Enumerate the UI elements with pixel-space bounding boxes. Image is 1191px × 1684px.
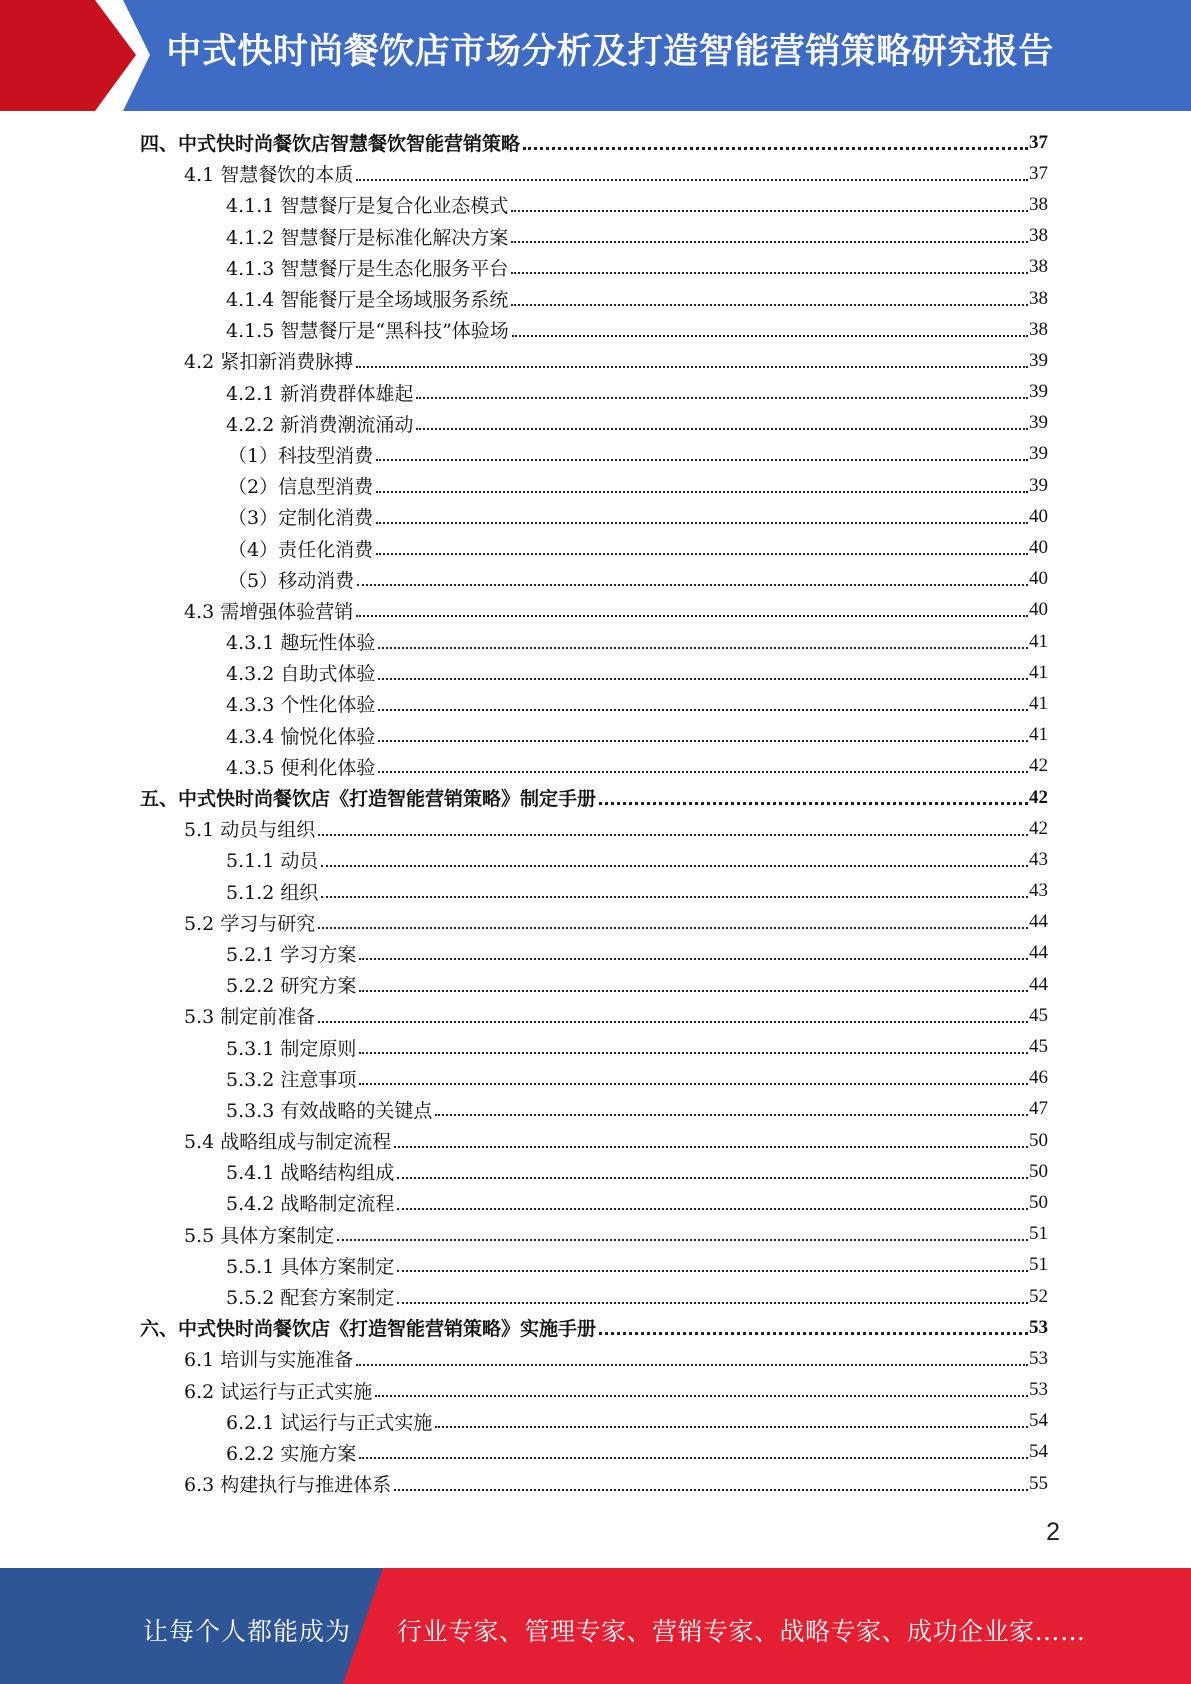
toc-entry[interactable] [140,283,1048,314]
dot-leader [512,335,1028,337]
toc-entry-title: 4.3.3 个性化体验 [226,694,376,717]
toc-entry-page: 37 [1029,162,1048,184]
toc-entry-page: 43 [1029,848,1048,870]
report-title: 中式快时尚餐饮店市场分析及打造智能营销策略研究报告 [166,32,1054,72]
dot-leader [397,1270,1028,1272]
toc-entry-page: 52 [1029,1285,1048,1307]
toc-entry[interactable] [140,688,1048,719]
toc-entry[interactable] [140,720,1048,751]
toc-entry[interactable] [140,813,1048,844]
toc-entry[interactable] [140,1406,1048,1437]
toc-entry-title: 4.2.1 新消费群体雄起 [226,382,414,405]
toc-entry-title: （5）移动消费 [228,569,355,592]
toc-entry-page: 41 [1029,692,1048,714]
toc-entry[interactable] [140,1343,1048,1374]
toc-entry-title: 5.2.1 学习方案 [226,943,357,966]
dot-leader [375,1395,1028,1397]
footer-banner [0,1568,1191,1684]
toc-entry-title: 6.1 培训与实施准备 [184,1349,354,1372]
toc-entry[interactable] [140,408,1048,439]
toc-entry[interactable] [140,189,1048,220]
toc-entry-title: 5.5.2 配套方案制定 [226,1287,395,1310]
dot-leader [318,834,1028,836]
toc-entry-title: 4.1.1 智慧餐厅是复合化业态模式 [226,195,509,218]
toc-entry-page: 39 [1029,474,1048,496]
dot-leader [359,958,1028,960]
toc-entry[interactable] [140,782,1048,813]
toc-entry-page: 38 [1029,193,1048,215]
dot-leader [394,1489,1028,1491]
toc-entry[interactable] [140,127,1048,158]
dot-leader [394,1146,1028,1148]
toc-entry[interactable] [140,751,1048,782]
toc-entry-title: 5.4 战略组成与制定流程 [184,1131,392,1154]
toc-entry-title: 5.4.1 战略结构组成 [226,1162,395,1185]
toc-entry-page: 54 [1029,1410,1048,1432]
toc-entry-page: 51 [1029,1223,1048,1245]
toc-entry-page: 41 [1029,724,1048,746]
toc-entry-title: 5.2 学习与研究 [184,912,316,935]
toc-entry[interactable] [140,252,1048,283]
footer-slogan-right: 行业专家、管理专家、营销专家、战略专家、成功企业家…… [397,1617,1086,1646]
toc-entry-title: 5.1 动员与组织 [184,819,316,842]
toc-entry[interactable] [140,1437,1048,1468]
toc-entry-page: 41 [1029,661,1048,683]
toc-entry[interactable] [140,1219,1048,1250]
dot-leader [376,491,1028,493]
toc-entry[interactable] [140,1094,1048,1125]
toc-entry-page: 53 [1029,1316,1048,1338]
dot-leader [376,459,1028,461]
dot-leader [416,397,1028,399]
toc-entry-page: 45 [1029,1036,1048,1058]
dot-leader [599,1332,1028,1335]
toc-entry-page: 50 [1029,1191,1048,1213]
toc-entry[interactable] [140,969,1048,1000]
toc-entry[interactable] [140,938,1048,969]
toc-entry-title: 5.3.2 注意事项 [226,1068,357,1091]
toc-entry[interactable] [140,1031,1048,1062]
dot-leader [337,1239,1028,1241]
toc-entry-page: 39 [1029,381,1048,403]
toc-entry-title: 四、中式快时尚餐饮店智慧餐饮智能营销策略 [140,133,521,156]
dot-leader [357,584,1028,586]
toc-entry-title: 6.2 试运行与正式实施 [184,1380,373,1403]
toc-entry[interactable] [140,1250,1048,1281]
toc-entry-title: 4.3.4 愉悦化体验 [226,725,376,748]
dot-leader [318,927,1028,929]
dot-leader [511,272,1028,274]
toc-entry-page: 38 [1029,225,1048,247]
toc-entry[interactable] [140,907,1048,938]
toc-entry[interactable] [140,470,1048,501]
toc-entry[interactable] [140,1281,1048,1312]
page-number: 2 [1046,1518,1060,1546]
toc-entry-title: 6.2.1 试运行与正式实施 [226,1411,433,1434]
toc-entry-title: 五、中式快时尚餐饮店《打造智能营销策略》制定手册 [140,788,597,811]
toc-entry-page: 42 [1029,817,1048,839]
dot-leader [376,522,1028,524]
dot-leader [378,678,1028,680]
toc-entry-page: 46 [1029,1067,1048,1089]
toc-entry-title: 4.3.2 自助式体验 [226,663,376,686]
toc-entry-title: 4.1.2 智慧餐厅是标准化解决方案 [226,226,509,249]
toc-entry[interactable] [140,1468,1048,1499]
toc-entry-page: 42 [1029,786,1048,808]
toc-entry-title: 4.1 智慧餐饮的本质 [184,164,354,187]
toc-entry-page: 53 [1029,1379,1048,1401]
dot-leader [356,179,1028,181]
toc-entry-title: 5.5 具体方案制定 [184,1224,335,1247]
toc-entry[interactable] [140,1125,1048,1156]
toc-entry[interactable] [140,1000,1048,1031]
toc-entry[interactable] [140,1063,1048,1094]
dot-leader [318,1021,1028,1023]
toc-entry-title: 5.3.3 有效战略的关键点 [226,1099,433,1122]
toc-entry-page: 44 [1029,973,1048,995]
dot-leader [435,1426,1028,1428]
toc-entry-title: （1）科技型消费 [228,444,374,467]
dot-leader [378,740,1028,742]
toc-entry-page: 44 [1029,911,1048,933]
toc-entry[interactable] [140,1187,1048,1218]
dot-leader [511,210,1028,212]
toc-entry-page: 39 [1029,443,1048,465]
toc-entry-title: （4）责任化消费 [228,538,374,561]
toc-entry[interactable] [140,626,1048,657]
toc-entry-title: 4.3.1 趣玩性体验 [226,632,376,655]
toc-entry-page: 40 [1029,599,1048,621]
dot-leader [378,709,1028,711]
toc-entry[interactable] [140,595,1048,626]
toc-entry-page: 38 [1029,256,1048,278]
toc-entry-page: 39 [1029,349,1048,371]
toc-entry-title: 5.5.1 具体方案制定 [226,1255,395,1278]
toc-entry-title: 5.3.1 制定原则 [226,1037,357,1060]
toc-entry[interactable] [140,532,1048,563]
dot-leader [321,896,1028,898]
toc-entry[interactable] [140,221,1048,252]
dot-leader [416,428,1028,430]
dot-leader [599,802,1028,805]
dot-leader [397,1177,1028,1179]
toc-entry[interactable] [140,1312,1048,1343]
toc-entry-page: 55 [1029,1472,1048,1494]
toc-entry-title: 4.2 紧扣新消费脉搏 [184,351,354,374]
dot-leader [359,1457,1028,1459]
toc-entry[interactable] [140,1375,1048,1406]
toc-entry-page: 37 [1029,131,1048,153]
dot-leader [435,1114,1028,1116]
toc-entry-page: 54 [1029,1441,1048,1463]
toc-entry-page: 50 [1029,1160,1048,1182]
toc-entry-page: 44 [1029,942,1048,964]
toc-entry-title: 6.2.2 实施方案 [226,1442,357,1465]
toc-entry-title: （2）信息型消费 [228,476,374,499]
dot-leader [523,147,1028,150]
toc-entry[interactable] [140,439,1048,470]
toc-entry-page: 40 [1029,505,1048,527]
dot-leader [378,647,1028,649]
dot-leader [359,1083,1028,1085]
table-of-contents [140,127,1048,1499]
dot-leader [511,304,1028,306]
toc-entry-title: 5.2.2 研究方案 [226,975,357,998]
dot-leader [356,615,1028,617]
toc-entry-page: 40 [1029,537,1048,559]
toc-entry-page: 38 [1029,287,1048,309]
dot-leader [511,241,1028,243]
dot-leader [359,1052,1028,1054]
toc-entry[interactable] [140,564,1048,595]
toc-entry[interactable] [140,158,1048,189]
toc-entry-title: 4.1.3 智慧餐厅是生态化服务平台 [226,257,509,280]
toc-entry-title: 5.3 制定前准备 [184,1006,316,1029]
footer-slogan-left: 让每个人都能成为 [143,1617,352,1646]
dot-leader [397,1302,1028,1304]
toc-entry-page: 41 [1029,630,1048,652]
toc-entry-title: 4.1.4 智能餐厅是全场域服务系统 [226,289,509,312]
toc-entry-page: 50 [1029,1129,1048,1151]
toc-entry[interactable] [140,377,1048,408]
toc-entry-title: 5.1.2 组织 [226,881,319,904]
toc-entry[interactable] [140,501,1048,532]
toc-entry-title: 5.1.1 动员 [226,850,319,873]
toc-entry-page: 53 [1029,1347,1048,1369]
dot-leader [356,366,1028,368]
toc-entry-title: 6.3 构建执行与推进体系 [184,1474,392,1497]
toc-entry-page: 40 [1029,568,1048,590]
toc-entry[interactable] [140,314,1048,345]
toc-entry-page: 43 [1029,880,1048,902]
dot-leader [397,1208,1028,1210]
toc-entry-title: 4.3 需增强体验营销 [184,600,354,623]
toc-entry[interactable] [140,657,1048,688]
dot-leader [321,865,1028,867]
toc-entry-title: 六、中式快时尚餐饮店《打造智能营销策略》实施手册 [140,1318,597,1341]
dot-leader [376,553,1028,555]
toc-entry[interactable] [140,345,1048,376]
toc-entry[interactable] [140,844,1048,875]
toc-entry-page: 51 [1029,1254,1048,1276]
toc-entry-title: 5.4.2 战略制定流程 [226,1193,395,1216]
dot-leader [378,771,1028,773]
toc-entry-title: 4.3.5 便利化体验 [226,756,376,779]
toc-entry-page: 45 [1029,1004,1048,1026]
dot-leader [359,990,1028,992]
toc-entry-page: 47 [1029,1098,1048,1120]
toc-entry-page: 39 [1029,412,1048,434]
toc-entry-page: 42 [1029,755,1048,777]
toc-entry-title: 4.1.5 智慧餐厅是“黑科技”体验场 [226,320,509,343]
dot-leader [356,1364,1028,1366]
header-banner [0,0,1191,111]
toc-entry[interactable] [140,1156,1048,1187]
toc-entry-page: 38 [1029,318,1048,340]
toc-entry[interactable] [140,876,1048,907]
toc-entry-title: （3）定制化消费 [228,507,374,530]
toc-entry-title: 4.2.2 新消费潮流涌动 [226,413,414,436]
